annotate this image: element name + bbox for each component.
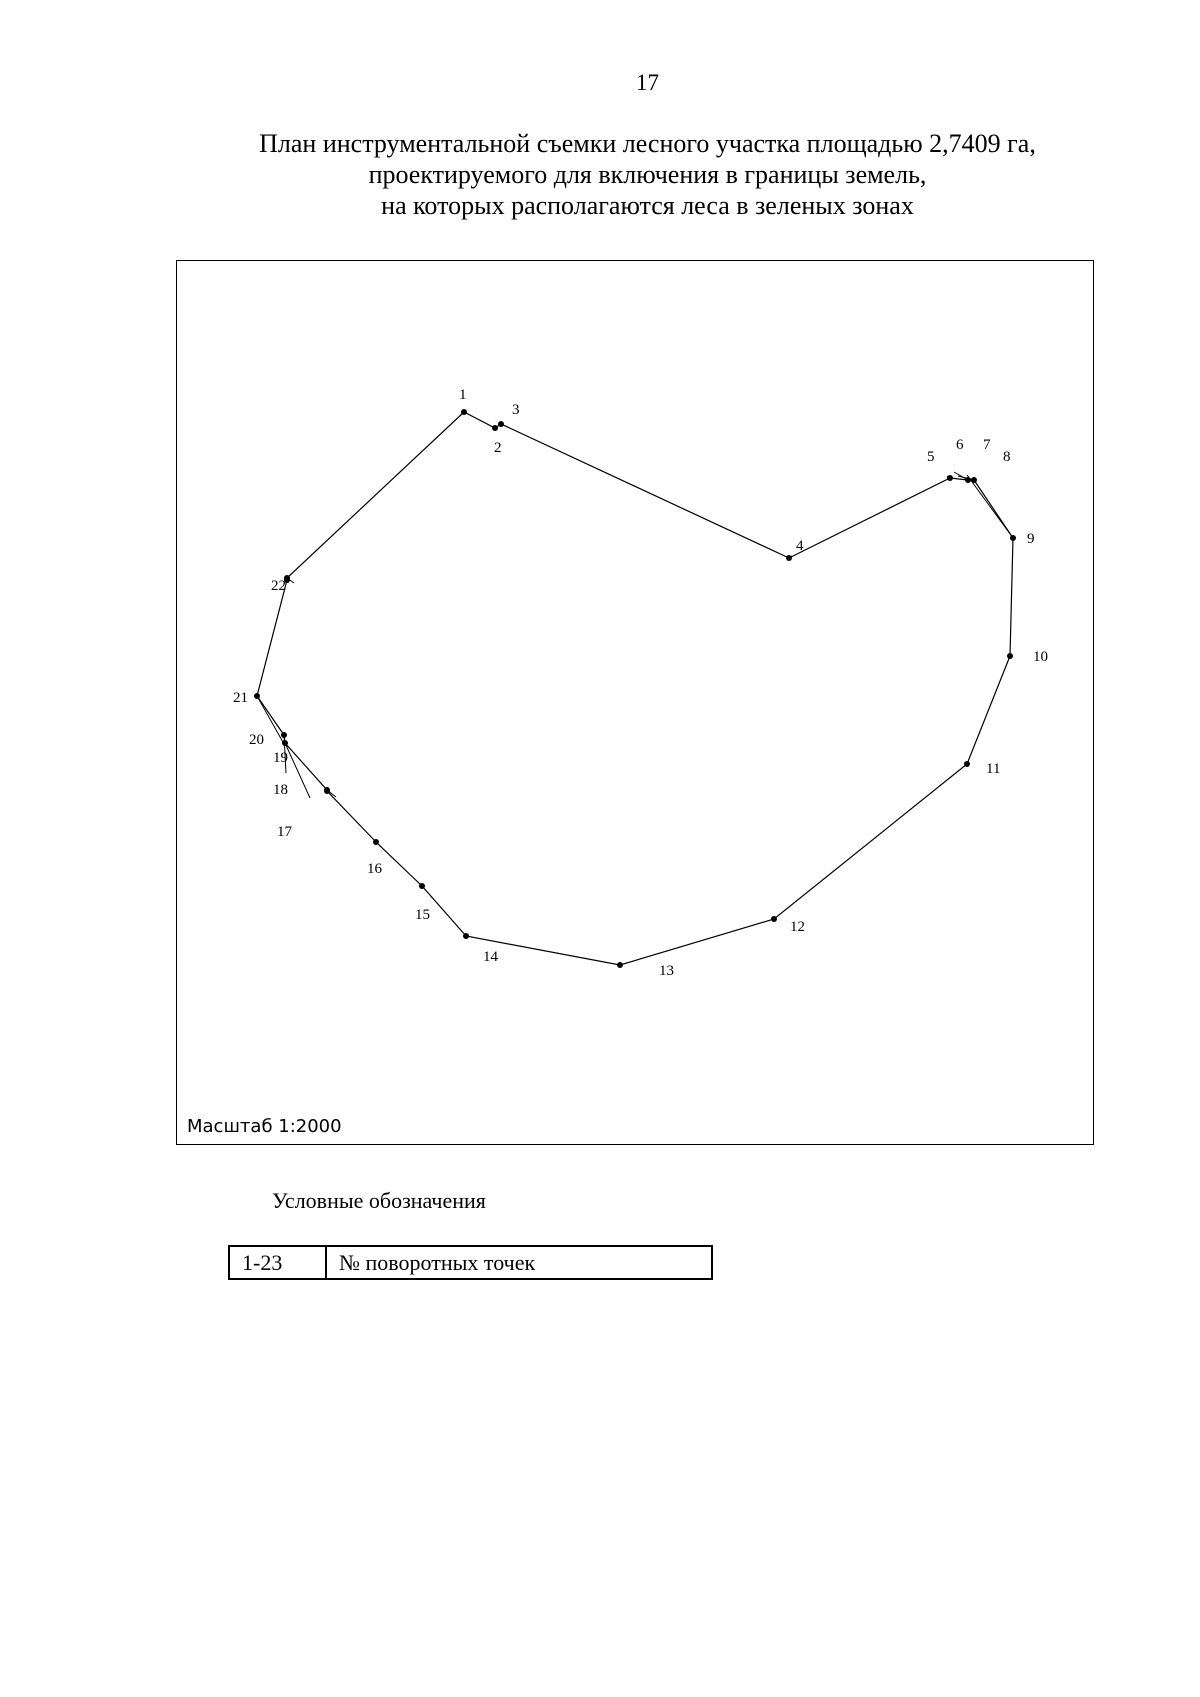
scale-label: Масштаб 1:2000 <box>187 1116 342 1137</box>
turning-point-label: 1 <box>459 387 467 403</box>
turning-point-marker <box>324 787 330 793</box>
title-line-2: проектируемого для включения в границы земель, <box>368 160 927 189</box>
point-leader-line <box>967 475 1013 538</box>
turning-point-marker <box>617 962 623 968</box>
legend-heading: Условные обозначения <box>272 1188 486 1213</box>
boundary-polygon <box>257 412 1013 965</box>
turning-point-label: 17 <box>277 824 292 840</box>
turning-point-marker <box>498 421 504 427</box>
point-leader-line <box>285 743 310 798</box>
turning-point-marker <box>771 916 777 922</box>
turning-point-label: 6 <box>956 437 964 453</box>
turning-point-label: 20 <box>249 732 264 748</box>
turning-point-label: 19 <box>273 750 288 766</box>
turning-point-label: 11 <box>986 761 1001 777</box>
turning-point-label: 22 <box>271 578 286 594</box>
turning-point-marker <box>419 883 425 889</box>
turning-point-label: 4 <box>796 538 804 554</box>
turning-point-label: 13 <box>659 963 674 979</box>
turning-point-marker <box>254 693 260 699</box>
turning-point-marker <box>492 425 498 431</box>
turning-point-label: 21 <box>233 690 248 706</box>
survey-plan-map <box>176 260 1094 1145</box>
turning-point-label: 7 <box>983 437 991 453</box>
turning-point-label: 3 <box>512 402 520 418</box>
turning-point-label: 16 <box>367 861 382 877</box>
turning-point-label: 9 <box>1027 531 1035 547</box>
turning-point-marker <box>461 409 467 415</box>
legend-row <box>229 1246 712 1279</box>
turning-point-marker <box>786 555 792 561</box>
turning-point-label: 12 <box>790 919 805 935</box>
turning-point-label: 10 <box>1033 649 1048 665</box>
legend-description: № поворотных точек <box>326 1246 712 1279</box>
turning-point-marker <box>1007 653 1013 659</box>
turning-point-label: 2 <box>494 440 502 456</box>
turning-point-label: 8 <box>1003 449 1011 465</box>
title-line-3: на которых располагаются леса в зеленых зонах <box>381 191 914 220</box>
page-title <box>0 128 1200 221</box>
turning-point-marker <box>947 475 953 481</box>
survey-plan-drawing <box>177 261 1094 1145</box>
turning-point-marker <box>463 933 469 939</box>
turning-point-marker <box>964 761 970 767</box>
turning-point-label: 5 <box>927 449 935 465</box>
turning-point-marker <box>373 839 379 845</box>
turning-point-label: 14 <box>483 949 498 965</box>
turning-point-marker <box>281 732 287 738</box>
legend-table <box>228 1245 713 1280</box>
turning-point-label: 15 <box>415 907 430 923</box>
page-number: 17 <box>636 70 659 95</box>
turning-point-label: 18 <box>273 782 288 798</box>
title-line-1: План инструментальной съемки лесного участка площадью 2,7409 га, <box>259 129 1036 158</box>
legend-code: 1-23 <box>229 1246 326 1279</box>
turning-point-marker <box>1010 535 1016 541</box>
